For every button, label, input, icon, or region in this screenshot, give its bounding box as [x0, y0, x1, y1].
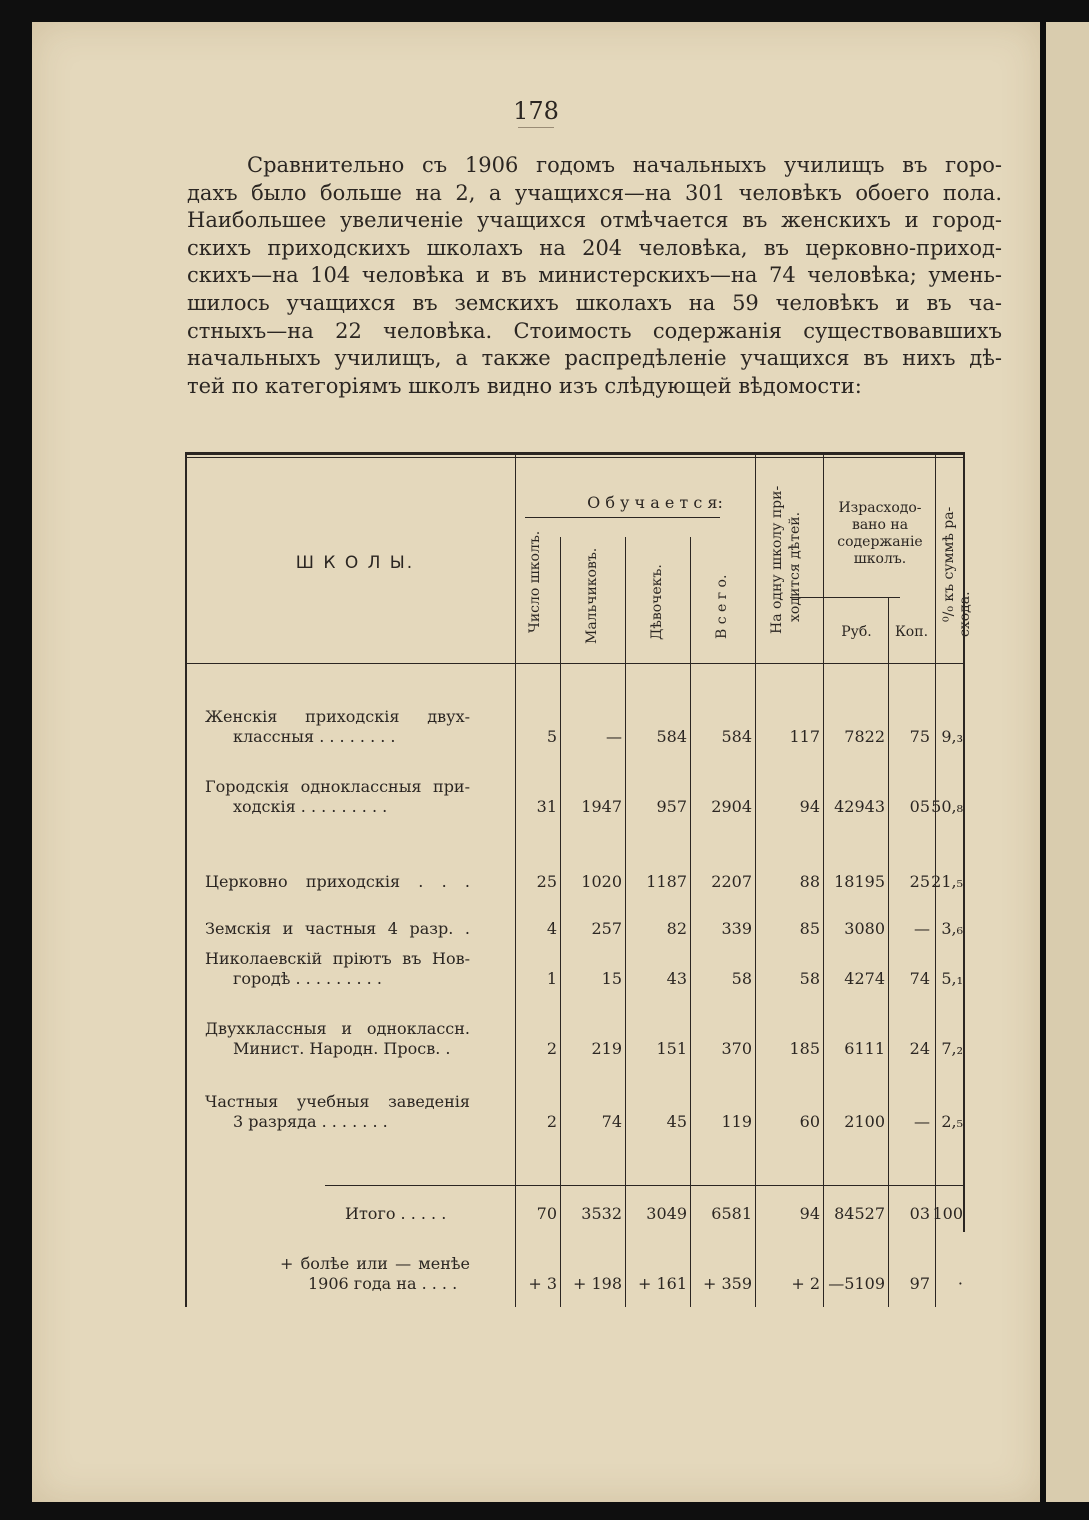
table-cell-rub: 3080 [844, 919, 885, 938]
spent-subheader-rule [790, 597, 900, 598]
header-percent-line1: ⁰/₀ къ суммѣ ра- [941, 506, 957, 623]
header-percent-line2: схода. [957, 591, 973, 638]
table-cell-rub: 4274 [844, 969, 885, 988]
table-row-label [205, 1019, 470, 1059]
table-cell-total: 2207 [711, 872, 752, 891]
table-right-border [963, 452, 965, 1232]
header-spent-line: Израсходо- [838, 500, 922, 516]
table-cell-schools: 5 [546, 727, 557, 746]
table-left-border [185, 452, 187, 1307]
header-schools: Ш К О Л Ы. [295, 553, 415, 573]
row-label-line: Частныя учебныя заведенія [205, 1092, 470, 1111]
studying-subheader-rule [525, 517, 720, 518]
table-cell-total: 339 [721, 919, 752, 938]
table-cell-kop: 25 [909, 872, 930, 891]
header-per-school-line1: На одну школу при- [769, 485, 785, 634]
table-row-label [205, 949, 470, 989]
table-cell-rub: 18195 [834, 872, 885, 891]
row-label-line: Земскія и частныя 4 разр. . [205, 919, 470, 938]
header-bottom-rule [185, 663, 965, 664]
table-cell-kop: — [914, 919, 930, 938]
table-cell-boys: 74 [601, 1112, 622, 1131]
table-cell-schools: 31 [536, 797, 557, 816]
paragraph-line: Сравнительно съ 1906 годомъ начальныхъ училищъ въ горо- [247, 153, 1002, 177]
diff-cell-pct: · [957, 1274, 963, 1293]
row-label-line: Городскія одноклассныя при- [205, 777, 470, 796]
diff-cell-schools: + 3 [528, 1274, 557, 1293]
table-cell-boys: 1020 [581, 872, 622, 891]
table-row-label [205, 872, 470, 892]
body-paragraph [187, 152, 1002, 400]
table-top-rule [185, 452, 965, 455]
diff-row-label [280, 1254, 470, 1294]
row-label-line: + болѣе или — менѣе [280, 1254, 470, 1273]
diff-cell-boys: + 198 [572, 1274, 622, 1293]
table-cell-per: 88 [799, 872, 820, 891]
header-spent-line: вано на [851, 517, 909, 533]
table-cell-kop: 74 [909, 969, 930, 988]
table-cell-total: 119 [721, 1112, 752, 1131]
table-cell-total: 584 [721, 727, 752, 746]
paragraph-line: шилось учащихся въ земскихъ школахъ на 59 человѣкъ и въ ча- [187, 290, 1002, 315]
table-cell-pct: 50,₈ [931, 797, 963, 816]
table-cell-per: 94 [799, 797, 820, 816]
table-cell-girls: 1187 [646, 872, 687, 891]
table-row-label [205, 919, 470, 939]
row-label-line: 3 разряда . . . . . . . [233, 1112, 388, 1131]
table-cell-boys: 1947 [581, 797, 622, 816]
table-cell-total: 2904 [711, 797, 752, 816]
table-cell-per: 60 [799, 1112, 820, 1131]
header-per-school-line2: ходится дѣтей. [787, 511, 803, 623]
table-cell-girls: 584 [656, 727, 687, 746]
table-row-label [205, 777, 470, 817]
row-label-line: ходскія . . . . . . . . . [233, 797, 388, 816]
table-cell-schools: 2 [546, 1112, 557, 1131]
table-cell-pct: 21,₅ [931, 872, 963, 891]
row-label-line: Минист. Народн. Просв. . [233, 1039, 451, 1058]
paragraph-line: скихъ—на 104 человѣка и въ министерскихъ—на 74 человѣка; умень- [187, 263, 1002, 288]
col-rule [515, 452, 516, 1307]
diff-cell-rub: —5109 [828, 1274, 885, 1293]
paragraph-line: дахъ было больше на 2, а учащихся—на 301 человѣкъ обоего пола. [187, 180, 1002, 205]
table-cell-per: 58 [799, 969, 820, 988]
header-total: В с е г о. [714, 574, 730, 640]
header-spent-line: содержаніе [837, 534, 923, 550]
table-cell-girls: 82 [666, 919, 687, 938]
table-cell-pct: 7,₂ [941, 1039, 963, 1058]
total-cell-total: 6581 [711, 1204, 752, 1223]
col-rule [560, 537, 561, 1307]
table-cell-pct: 9,₃ [941, 727, 963, 746]
table-cell-total: 58 [731, 969, 752, 988]
table-cell-rub: 2100 [844, 1112, 885, 1131]
header-spent [825, 500, 935, 568]
next-page-edge [1046, 22, 1089, 1502]
table-cell-rub: 42943 [834, 797, 885, 816]
col-rule [625, 537, 626, 1307]
table-row-label [205, 707, 470, 747]
diff-cell-total: + 359 [702, 1274, 752, 1293]
school-statistics-table [185, 452, 973, 1307]
table-cell-rub: 6111 [844, 1039, 885, 1058]
table-cell-boys: — [606, 727, 622, 746]
total-cell-kop: 03 [909, 1204, 930, 1223]
table-cell-rub: 7822 [844, 727, 885, 746]
row-label-line: Женскія приходскія двух- [205, 707, 470, 726]
table-cell-girls: 151 [656, 1039, 687, 1058]
header-rub: Руб. [841, 624, 872, 640]
col-rule [888, 597, 889, 1307]
total-cell-rub: 84527 [834, 1204, 885, 1223]
book-page [32, 22, 1040, 1502]
table-cell-pct: 2,₅ [941, 1112, 963, 1131]
table-cell-per: 185 [789, 1039, 820, 1058]
table-cell-per: 85 [799, 919, 820, 938]
diff-cell-per: + 2 [791, 1274, 820, 1293]
header-boys: Мальчиковъ. [584, 547, 600, 645]
row-label-line: классныя . . . . . . . . [233, 727, 396, 746]
diff-cell-girls: + 161 [637, 1274, 687, 1293]
total-cell-pct: 100 [932, 1204, 963, 1223]
table-row-label [205, 1092, 470, 1132]
header-num-schools: Число школъ. [527, 530, 543, 634]
paragraph-line: тей по категоріямъ школъ видно изъ слѣдующей вѣдомости: [187, 373, 862, 398]
table-cell-schools: 25 [536, 872, 557, 891]
row-label-line: городѣ . . . . . . . . . [233, 969, 382, 988]
table-top-rule-thin [185, 457, 965, 458]
table-cell-per: 117 [789, 727, 820, 746]
total-cell-girls: 3049 [646, 1204, 687, 1223]
col-rule [755, 452, 756, 1307]
table-cell-pct: 3,₆ [941, 919, 963, 938]
paragraph-line: начальныхъ училищъ, а также распредѣленіе учащихся въ нихъ дѣ- [187, 346, 1002, 371]
table-cell-schools: 4 [546, 919, 557, 938]
table-cell-boys: 257 [591, 919, 622, 938]
total-rule [325, 1185, 965, 1186]
table-cell-kop: — [914, 1112, 930, 1131]
table-cell-boys: 219 [591, 1039, 622, 1058]
page-number: 178 [32, 97, 1040, 128]
table-cell-kop: 24 [909, 1039, 930, 1058]
header-spent-line: школъ. [853, 551, 907, 567]
table-cell-girls: 957 [656, 797, 687, 816]
header-kop: Коп. [894, 624, 929, 640]
paragraph-line: Наибольшее увеличеніе учащихся отмѣчается въ женскихъ и город- [187, 208, 1002, 233]
table-cell-schools: 2 [546, 1039, 557, 1058]
row-label-line: Двухклассныя и одноклассн. [205, 1019, 470, 1038]
table-cell-boys: 15 [601, 969, 622, 988]
row-label-line: 1906 года на . . . . [308, 1274, 458, 1293]
col-rule [823, 452, 824, 1307]
table-cell-schools: 1 [546, 969, 557, 988]
col-rule [690, 537, 691, 1307]
table-cell-kop: 05 [909, 797, 930, 816]
row-label-line: Церковно приходскія . . . [205, 872, 470, 891]
table-cell-girls: 45 [666, 1112, 687, 1131]
paragraph-line: стныхъ—на 22 человѣка. Стоимость содержанія существовавшихъ [187, 318, 1002, 343]
table-cell-total: 370 [721, 1039, 752, 1058]
header-girls: Дѣвочекъ. [649, 564, 665, 640]
total-cell-per: 94 [799, 1204, 820, 1223]
row-label-line: Николаевскій пріютъ въ Нов- [205, 949, 470, 968]
table-cell-pct: 5,₁ [941, 969, 963, 988]
table-cell-girls: 43 [666, 969, 687, 988]
table-cell-kop: 75 [909, 727, 930, 746]
paragraph-line: скихъ приходскихъ школахъ на 204 человѣка, въ церковно-приход- [187, 235, 1002, 260]
diff-cell-kop: 97 [909, 1274, 930, 1293]
total-cell-schools: 70 [536, 1204, 557, 1223]
total-cell-boys: 3532 [581, 1204, 622, 1223]
total-row-label: Итого . . . . . [345, 1204, 447, 1223]
header-studying: О б у ч а е т с я: [587, 493, 723, 512]
